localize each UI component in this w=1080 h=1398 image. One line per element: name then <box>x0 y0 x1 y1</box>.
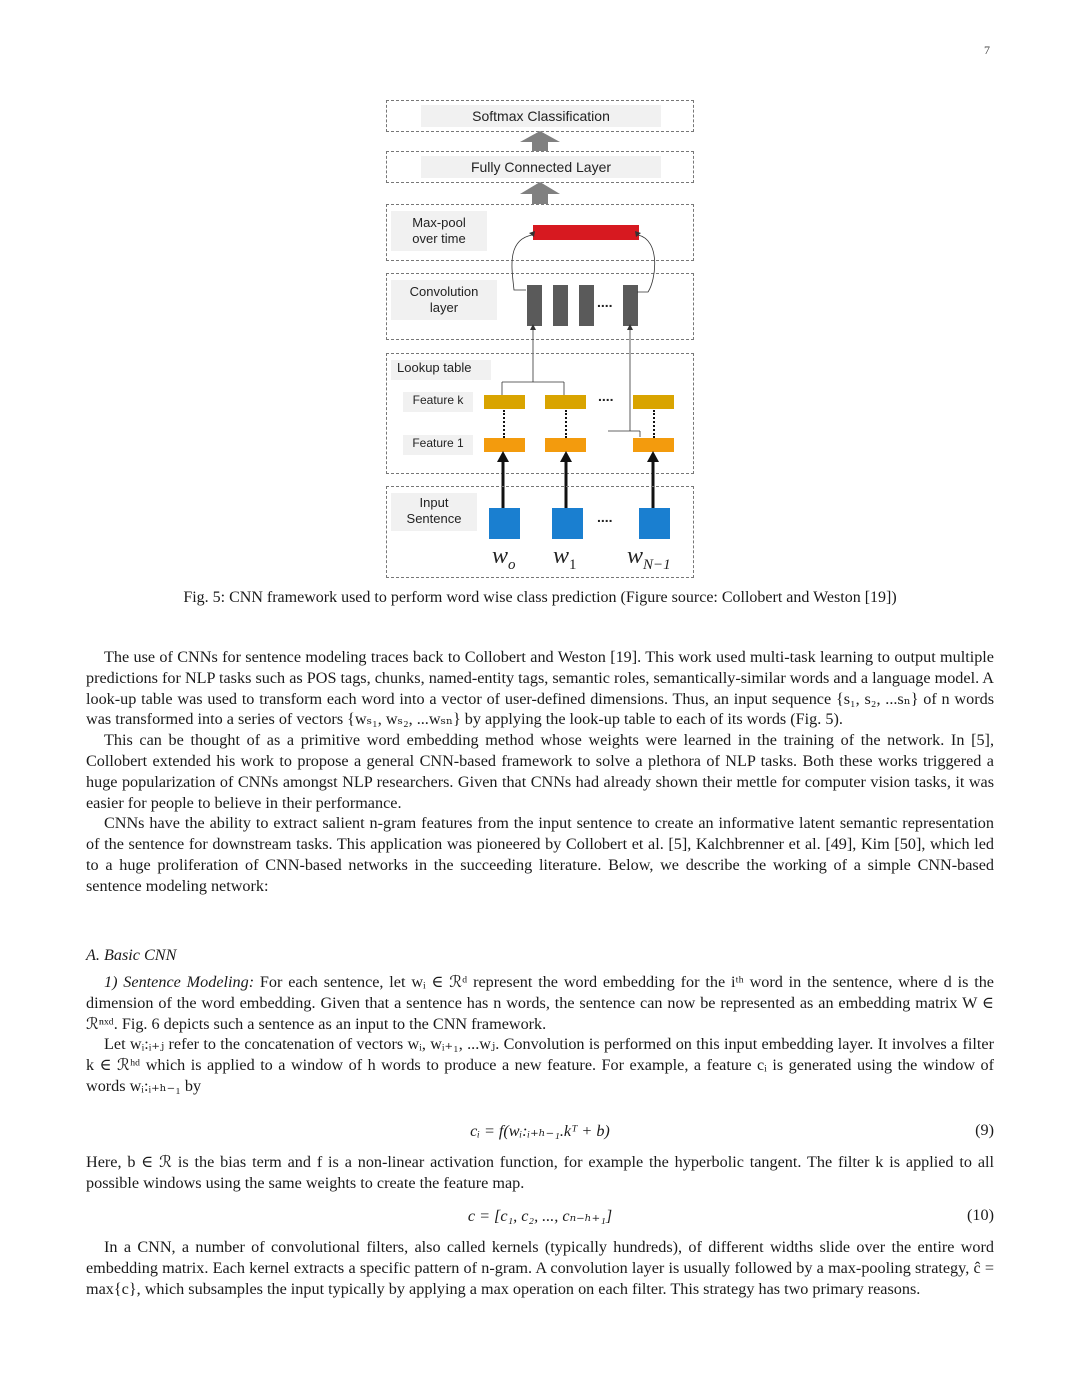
paragraph-1: The use of CNNs for sentence modeling traces back to Collobert and Weston [19]. This work used multi-task learning to output multiple predictions for NLP tasks such as POS tags, chunks, named-entity tags, semantic roles, semantically-similar words and a language model. A look-up table was used to transform each word into a vector of user-defined dimensions. Thus, an input sequence {s₁, s₂, ...sₙ} of n words was transformed into a series of vectors {wₛ₁, wₛ₂, ...wₛₙ} by applying the look-up table to each of its words (Fig. 5). <box>86 648 994 729</box>
word-block-w0 <box>489 508 520 539</box>
softmax-label: Softmax Classification <box>421 105 661 127</box>
word-label-w1: $w_1$ <box>553 543 577 573</box>
feature-k-block <box>545 395 586 409</box>
word-ellipsis: .... <box>597 509 613 525</box>
word-block-w1 <box>552 508 583 539</box>
feature-1-label: Feature 1 <box>403 435 473 455</box>
cnn-framework-figure <box>386 100 694 580</box>
section-heading: A. Basic CNN <box>86 946 177 964</box>
input-sentence-label: Input Sentence <box>391 493 477 531</box>
page-number: 7 <box>984 43 990 57</box>
paragraph-7: In a CNN, a number of convolutional filters, also called kernels (typically hundreds), of different widths slide over the entire word embedding matrix. Each kernel extracts a specific pattern of n-gram. A convolution layer is usually followed by a max-pooling strategy, ĉ = max{c}, which subsamples the input typically by applying a max operation on each filter. This strategy has two primary reasons. <box>86 1238 994 1298</box>
dotted-link <box>653 410 655 438</box>
basic-cnn-paragraphs <box>86 972 994 1097</box>
conv-feature-block <box>579 285 594 326</box>
conv-feature-block <box>527 285 542 326</box>
maxpool-output-bar <box>533 225 639 240</box>
convolution-layer-box <box>386 273 694 340</box>
paragraph-2: This can be thought of as a primitive word embedding method whose weights were learned in the training of the network. In [5], Collobert extended his work to propose a general CNN-based framework to solve a plethora of NLP tasks. Both these works triggered a huge popularization of CNNs amongst NLP researchers. Given that CNNs had already shown their mettle for computer vision tasks, it was easier for people to believe in their performance. <box>86 731 994 812</box>
feature-k-block <box>484 395 525 409</box>
paragraph-3: CNNs have the ability to extract salient n-gram features from the input sentence to create an informative latent semantic representation of the sentence for downstream tasks. This application was pioneered by Collobert et al. [5], Kalchbrenner et al. [49], Kim [50], which led to a huge proliferation of CNN-based networks in the succeeding literature. Below, we describe the working of a simple CNN-based sentence modeling network: <box>86 814 994 895</box>
feature-ellipsis: .... <box>598 388 614 404</box>
intro-paragraphs <box>86 647 994 897</box>
convolution-label: Convolution layer <box>391 280 497 320</box>
paragraph-7-block <box>86 1237 994 1299</box>
conv-feature-block <box>623 285 638 326</box>
maxpool-layer-box <box>386 204 694 261</box>
equation-9-number: (9) <box>975 1121 994 1139</box>
paragraph-5: Let wᵢ:ᵢ₊ⱼ refer to the concatenation of vectors wᵢ, wᵢ₊₁, ...wⱼ. Convolution is performed on this input embedding layer. It involves a filter k ∈ ℛʰᵈ which is applied to a window of h words to produce a new feature. For example, a feature cᵢ is generated using the window of words wᵢ:ᵢ₊ₕ₋₁ by <box>86 1035 994 1095</box>
paragraph-6: Here, b ∈ ℛ is the bias term and f is a non-linear activation function, for example the hyperbolic tangent. The filter k is applied to all possible windows using the same weights to create the feature map. <box>86 1153 994 1192</box>
word-label-w0: $w_o$ <box>492 543 516 573</box>
figure-caption: Fig. 5: CNN framework used to perform word wise class prediction (Figure source: Collobert and Weston [19]) <box>183 589 897 606</box>
fully-connected-layer-box <box>386 151 694 183</box>
equation-10 <box>86 1206 994 1228</box>
up-arrow-icon <box>520 131 560 151</box>
word-block-wn <box>639 508 670 539</box>
up-arrow-icon <box>520 182 560 204</box>
paragraph-4: 1) Sentence Modeling: For each sentence, let wᵢ ∈ ℛᵈ represent the word embedding for the iᵗʰ word in the sentence, where d is the dimension of the word embedding. Given that a sentence has n words, the sentence can now be represented as an embedding matrix W ∈ ℛⁿˣᵈ. Fig. 6 depicts such a sentence as an input to the CNN framework. <box>86 973 994 1033</box>
word-label-wn: $w_{N-1}$ <box>627 543 671 573</box>
equation-9 <box>86 1121 994 1143</box>
paragraph-6-block <box>86 1152 994 1194</box>
subsection-heading: 1) Sentence Modeling: <box>104 973 255 991</box>
fully-connected-label: Fully Connected Layer <box>421 156 661 178</box>
equation-10-expression: c = [c₁, c₂, ..., cₙ₋ₕ₊₁] <box>467 1207 613 1225</box>
dotted-link <box>565 410 567 438</box>
lookup-table-label: Lookup table <box>391 360 491 380</box>
feature-k-block <box>633 395 674 409</box>
equation-9-expression: cᵢ = f(wᵢ:ᵢ₊ₕ₋₁.kᵀ + b) <box>470 1122 610 1140</box>
softmax-layer-box <box>386 100 694 132</box>
conv-ellipsis: .... <box>597 294 613 310</box>
equation-10-number: (10) <box>967 1206 994 1224</box>
input-sentence-box <box>386 486 694 578</box>
conv-feature-block <box>553 285 568 326</box>
maxpool-label: Max-pool over time <box>391 211 487 251</box>
dotted-link <box>503 410 505 438</box>
feature-k-label: Feature k <box>403 392 473 412</box>
